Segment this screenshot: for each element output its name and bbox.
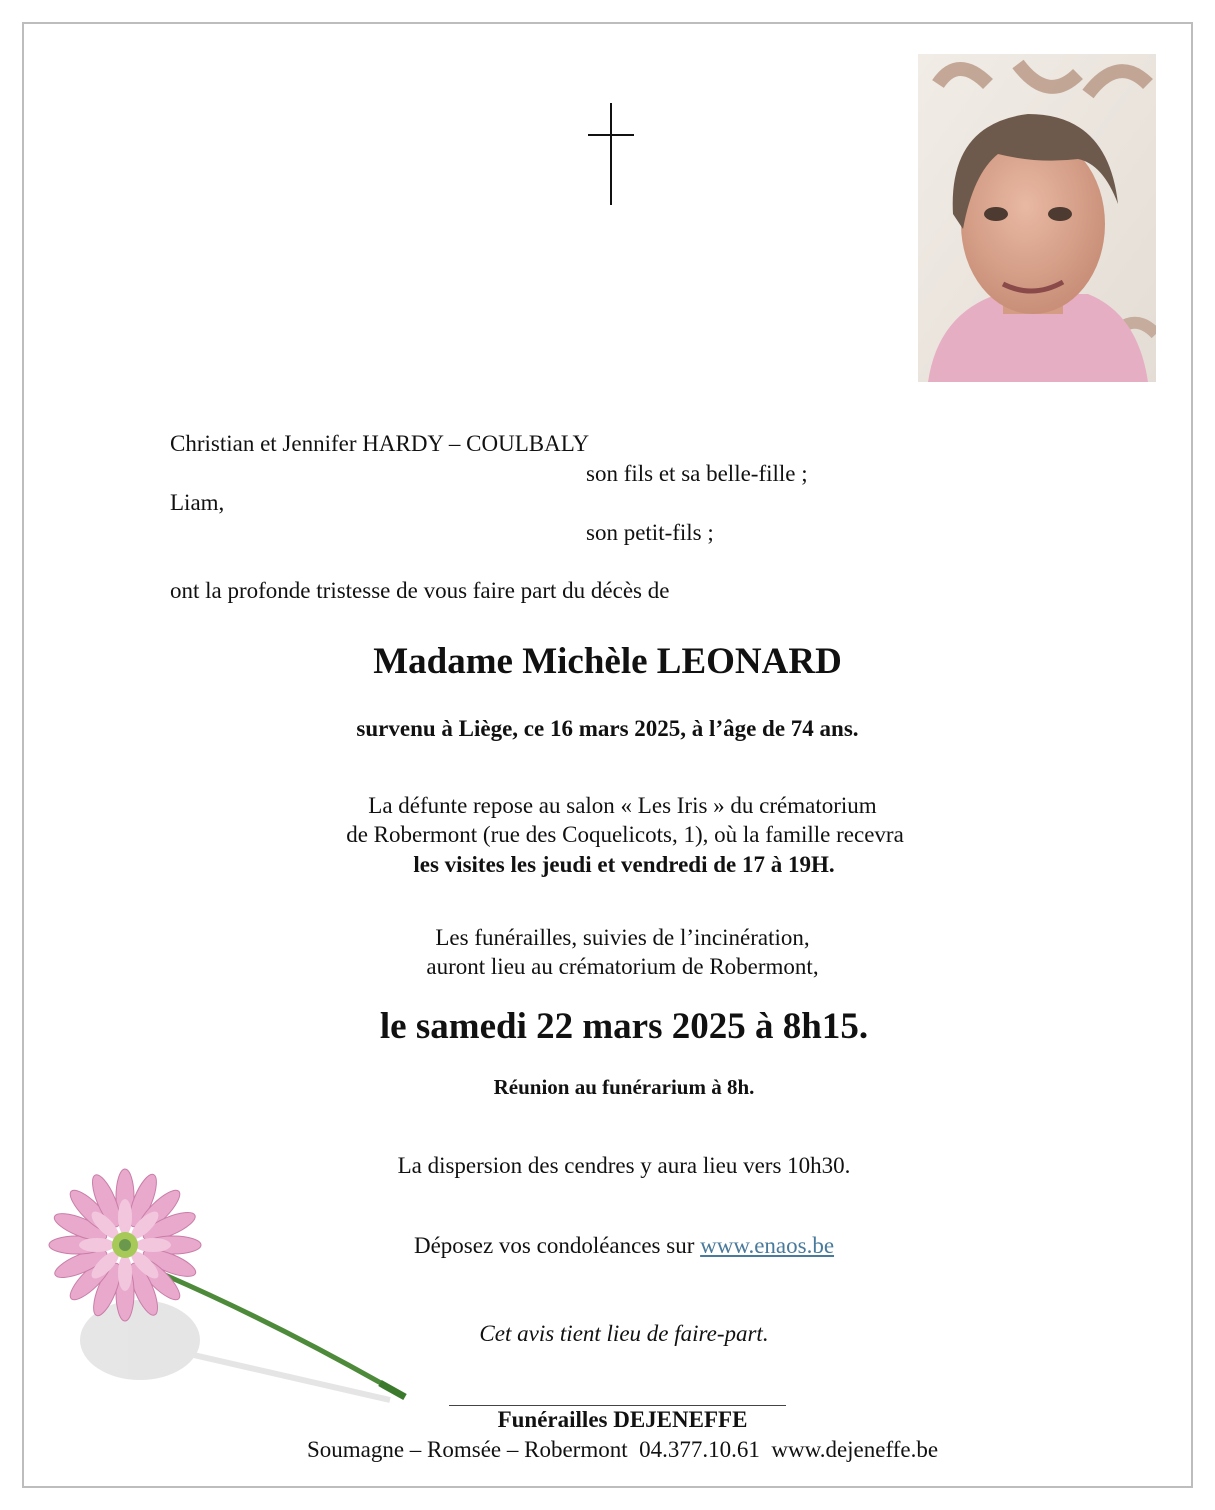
death-info: survenu à Liège, ce 16 mars 2025, à l’âge de 74 ans. [356,716,859,741]
visiting-hours: les visites les jeudi et vendredi de 17 à 19H. [413,852,835,877]
resting-line: La défunte repose au salon « Les Iris » du crématorium [368,793,877,818]
family-member-name: Christian et Jennifer HARDY – COULBALY [170,431,590,456]
deceased-name: Madame Michèle LEONARD [373,641,842,682]
family-member-relation: son petit-fils ; [586,520,714,545]
funeral-line: Les funérailles, suivies de l’incinération, [435,925,810,950]
announcement-text: ont la profonde tristesse de vous faire part du décès de [170,578,670,603]
resting-line: de Robermont (rue des Coquelicots, 1), où la famille recevra [346,822,904,847]
notice-text: Cet avis tient lieu de faire-part. [479,1321,769,1346]
condolences-text: Déposez vos condoléances sur [413,1233,701,1258]
meeting-info: Réunion au funérarium à 8h. [493,1075,755,1099]
cross-icon [588,103,634,205]
funeral-line: auront lieu au crématorium de Robermont, [426,954,819,979]
funeral-home-address: Soumagne – Romsée – Robermont 04.377.10.61 www.dejeneffe.be [306,1437,939,1462]
condolences-link[interactable]: www.enaos.be [700,1233,835,1258]
ashes-info: La dispersion des cendres y aura lieu vers 10h30. [397,1153,851,1178]
funeral-home-name: Funérailles DEJENEFFE [497,1407,748,1432]
family-member-relation: son fils et sa belle-fille ; [586,461,808,486]
flower-illustration [40,1165,420,1415]
family-member-name: Liam, [170,490,225,515]
portrait-photo [918,54,1156,382]
funeral-date: le samedi 22 mars 2025 à 8h15. [379,1006,869,1047]
